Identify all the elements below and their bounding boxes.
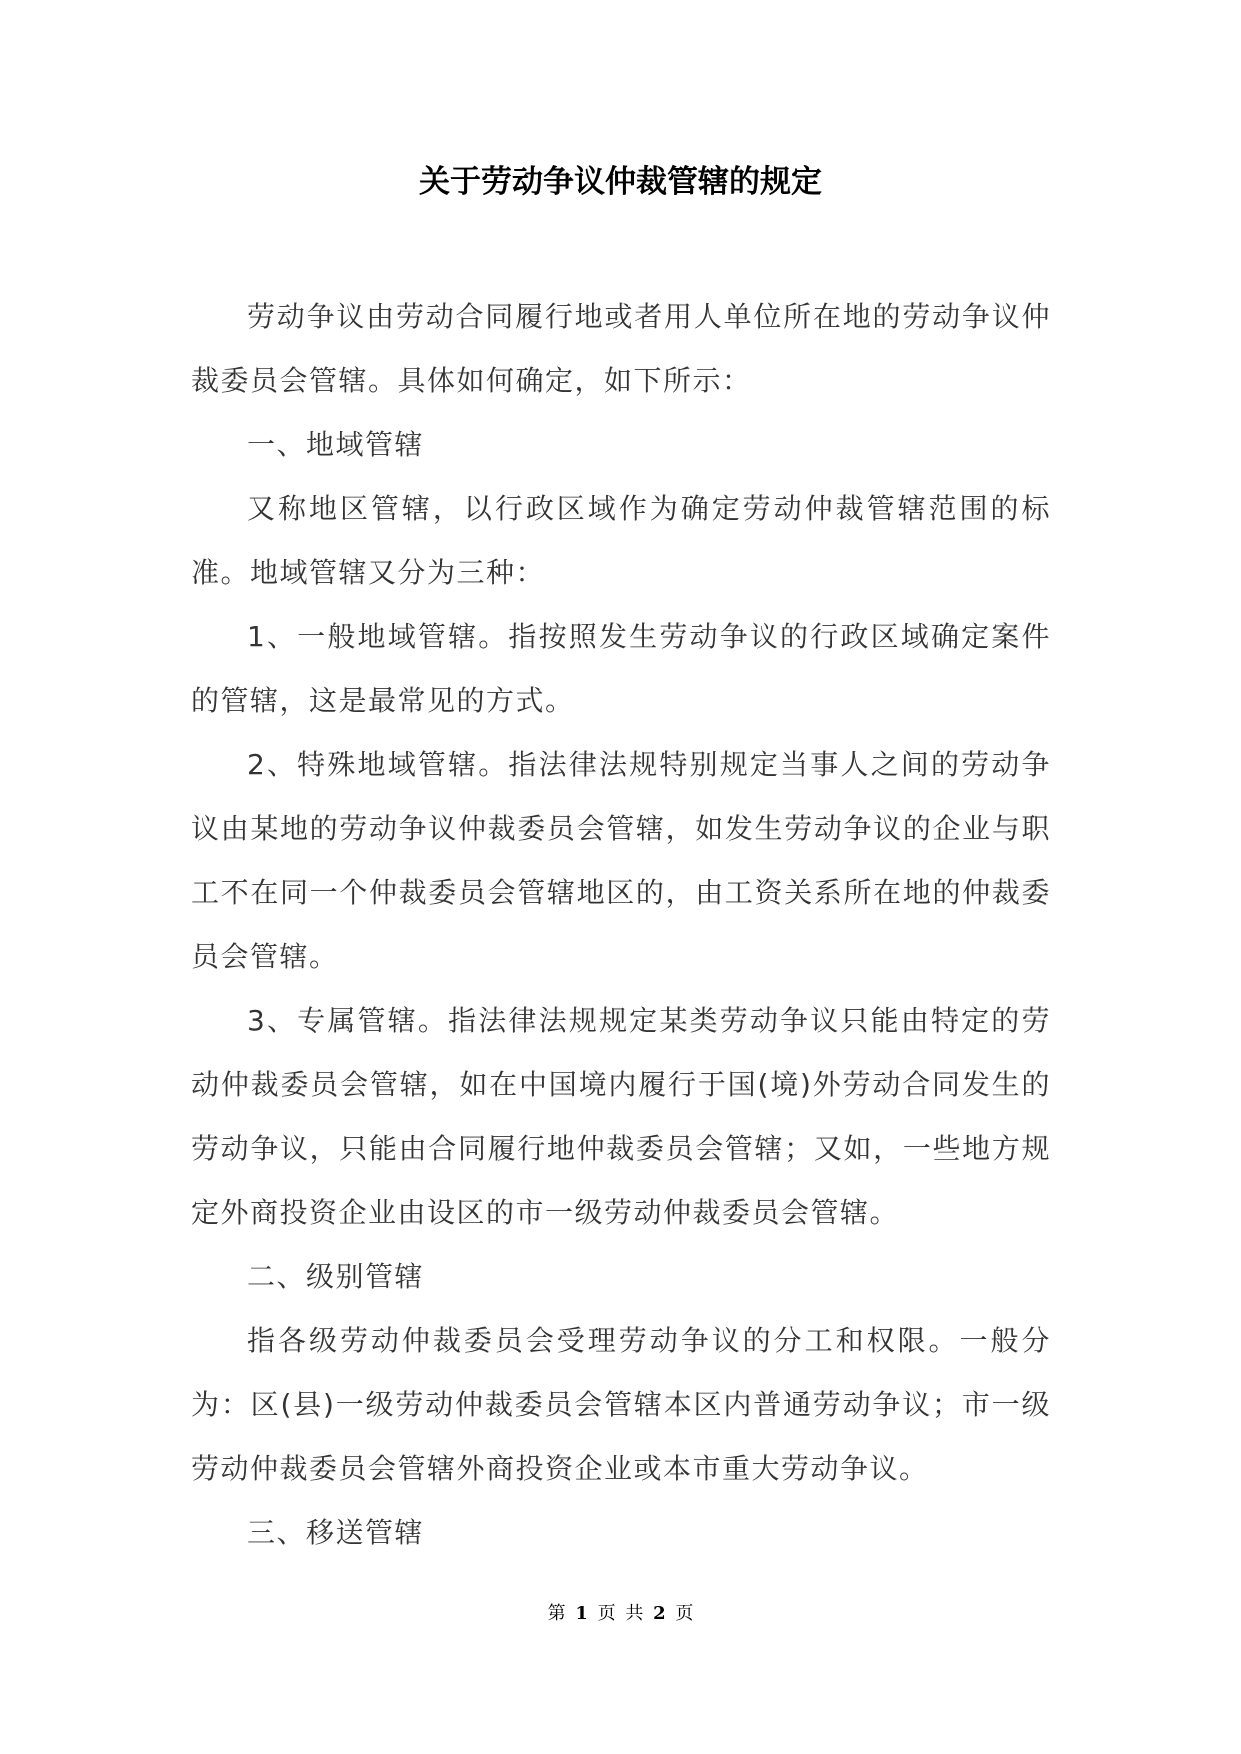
current-page-number: 1	[575, 1603, 588, 1624]
section-heading-level: 二、级别管辖	[247, 1260, 425, 1293]
exclusive-jurisdiction-paragraph: 3、专属管辖。指法律法规规定某类劳动争议只能由特定的劳动仲裁委员会管辖，如在中国境内履行于国(境)外劳动合同发生的劳动争议，只能由合同履行地仲裁委员会管辖；又如，一些地方规定外商投资企业由设区的市一级劳动仲裁委员会管辖。	[191, 1004, 1051, 1229]
footer-middle: 页 共	[597, 1603, 644, 1624]
footer-suffix: 页	[675, 1603, 694, 1624]
document-title: 关于劳动争议仲裁管辖的规定	[419, 164, 822, 200]
footer-prefix: 第	[547, 1603, 566, 1624]
special-territorial-paragraph: 2、特殊地域管辖。指法律法规特别规定当事人之间的劳动争议由某地的劳动争议仲裁委员会管辖，如发生劳动争议的企业与职工不在同一个仲裁委员会管辖地区的，由工资关系所在地的仲裁委员会管辖。	[191, 748, 1051, 973]
level-jurisdiction-paragraph: 指各级劳动仲裁委员会受理劳动争议的分工和权限。一般分为：区(县)一级劳动仲裁委员会管辖本区内普通劳动争议；市一级劳动仲裁委员会管辖外商投资企业或本市重大劳动争议。	[191, 1324, 1051, 1485]
general-territorial-paragraph: 1、一般地域管辖。指按照发生劳动争议的行政区域确定案件的管辖，这是最常见的方式。	[191, 620, 1051, 717]
intro-paragraph: 劳动争议由劳动合同履行地或者用人单位所在地的劳动争议仲裁委员会管辖。具体如何确定，如下所示：	[191, 300, 1051, 397]
territorial-definition-paragraph: 又称地区管辖，以行政区域作为确定劳动仲裁管辖范围的标准。地域管辖又分为三种：	[191, 492, 1051, 589]
section-heading-transfer: 三、移送管辖	[247, 1516, 425, 1549]
page-footer	[0, 1602, 1241, 1626]
document-body	[191, 285, 1051, 1565]
section-heading-territorial: 一、地域管辖	[247, 428, 425, 461]
total-page-number: 2	[653, 1603, 666, 1624]
